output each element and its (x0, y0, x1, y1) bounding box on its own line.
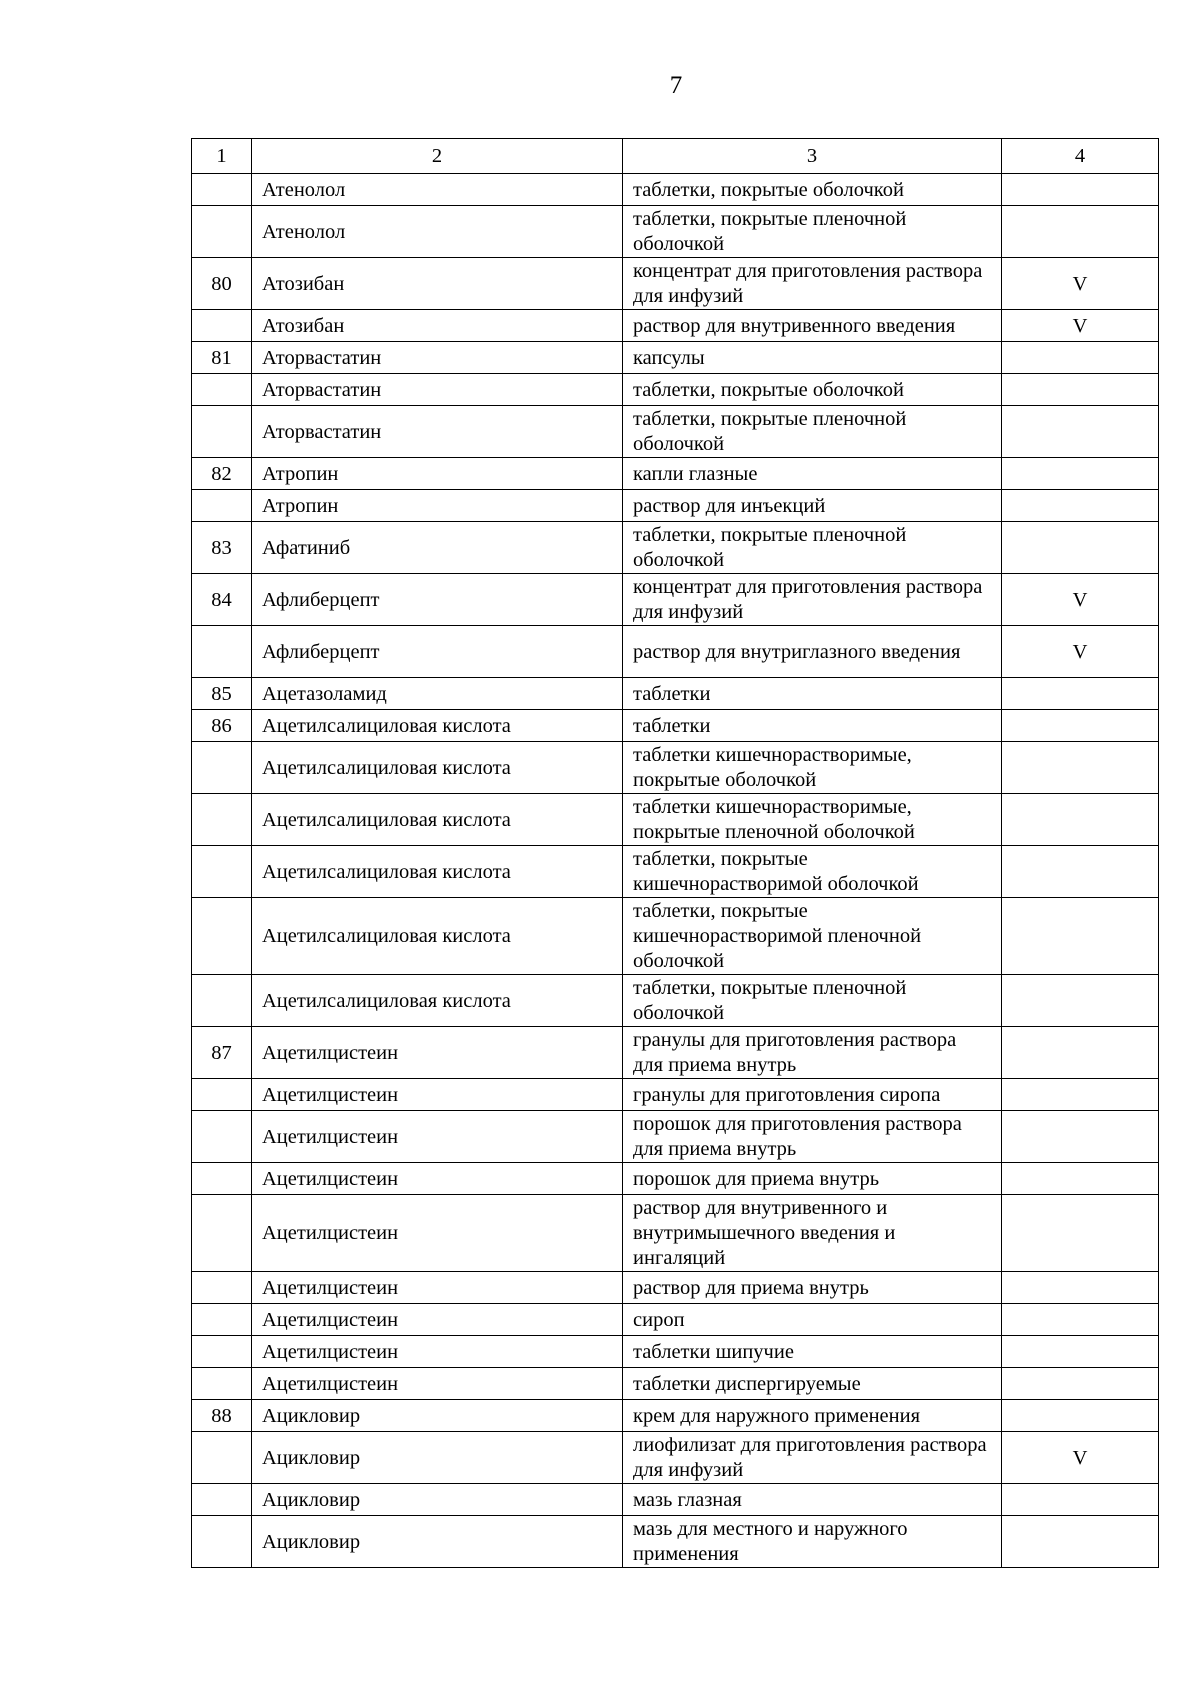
row-number (192, 1368, 252, 1400)
table-row (192, 626, 1159, 678)
drug-name: Атенолол (252, 206, 623, 258)
drug-name: Атозибан (252, 310, 623, 342)
dosage-form: гранулы для приготовления сиропа (623, 1079, 1002, 1111)
drug-name: Атропин (252, 490, 623, 522)
drug-name: Ацетилсалициловая кислота (252, 846, 623, 898)
drug-table (191, 138, 1159, 1568)
vital-mark (1002, 1368, 1159, 1400)
dosage-form: раствор для инъекций (623, 490, 1002, 522)
drug-name: Ацикловир (252, 1516, 623, 1568)
row-number (192, 1336, 252, 1368)
vital-mark: V (1002, 574, 1159, 626)
vital-mark (1002, 975, 1159, 1027)
dosage-form: капли глазные (623, 458, 1002, 490)
table-row (192, 742, 1159, 794)
dosage-form: таблетки кишечнорастворимые, покрытые пленочной оболочкой (623, 794, 1002, 846)
table-row (192, 1516, 1159, 1568)
vital-mark (1002, 846, 1159, 898)
table-row (192, 1195, 1159, 1272)
row-number (192, 310, 252, 342)
drug-name: Ацетилцистеин (252, 1111, 623, 1163)
table-row (192, 1368, 1159, 1400)
table-row (192, 1272, 1159, 1304)
vital-mark (1002, 1516, 1159, 1568)
table-row (192, 794, 1159, 846)
vital-mark: V (1002, 310, 1159, 342)
table-row (192, 1432, 1159, 1484)
dosage-form: таблетки (623, 678, 1002, 710)
table-row (192, 406, 1159, 458)
table-row (192, 490, 1159, 522)
dosage-form: концентрат для приготовления раствора для инфузий (623, 258, 1002, 310)
header-col-1: 1 (192, 139, 252, 174)
drug-name: Ацетилцистеин (252, 1336, 623, 1368)
dosage-form: раствор для приема внутрь (623, 1272, 1002, 1304)
dosage-form: таблетки, покрытые оболочкой (623, 374, 1002, 406)
dosage-form: лиофилизат для приготовления раствора для инфузий (623, 1432, 1002, 1484)
table-row (192, 174, 1159, 206)
dosage-form: таблетки, покрытые кишечнорастворимой пленочной оболочкой (623, 898, 1002, 975)
drug-name: Ацетилцистеин (252, 1368, 623, 1400)
table-row (192, 342, 1159, 374)
table-body (192, 174, 1159, 1568)
dosage-form: таблетки, покрытые пленочной оболочкой (623, 206, 1002, 258)
table-row (192, 1336, 1159, 1368)
vital-mark (1002, 374, 1159, 406)
vital-mark: V (1002, 258, 1159, 310)
vital-mark (1002, 898, 1159, 975)
table-row (192, 1111, 1159, 1163)
row-number (192, 374, 252, 406)
drug-name: Атропин (252, 458, 623, 490)
dosage-form: таблетки, покрытые пленочной оболочкой (623, 406, 1002, 458)
drug-name: Ацетилсалициловая кислота (252, 710, 623, 742)
vital-mark (1002, 742, 1159, 794)
dosage-form: крем для наружного применения (623, 1400, 1002, 1432)
drug-name: Ацетазоламид (252, 678, 623, 710)
vital-mark (1002, 1272, 1159, 1304)
dosage-form: таблетки шипучие (623, 1336, 1002, 1368)
row-number (192, 898, 252, 975)
dosage-form: порошок для приготовления раствора для приема внутрь (623, 1111, 1002, 1163)
row-number (192, 1432, 252, 1484)
row-number (192, 1195, 252, 1272)
row-number (192, 626, 252, 678)
table-header-row (192, 139, 1159, 174)
row-number (192, 846, 252, 898)
table-row (192, 975, 1159, 1027)
table-row (192, 1484, 1159, 1516)
drug-name: Ацетилсалициловая кислота (252, 898, 623, 975)
vital-mark (1002, 1400, 1159, 1432)
row-number (192, 1304, 252, 1336)
vital-mark (1002, 206, 1159, 258)
table-row (192, 458, 1159, 490)
vital-mark (1002, 1484, 1159, 1516)
vital-mark (1002, 406, 1159, 458)
table-row (192, 710, 1159, 742)
drug-name: Афатиниб (252, 522, 623, 574)
row-number (192, 1163, 252, 1195)
dosage-form: таблетки кишечнорастворимые, покрытые оболочкой (623, 742, 1002, 794)
header-col-2: 2 (252, 139, 623, 174)
vital-mark (1002, 1163, 1159, 1195)
row-number (192, 742, 252, 794)
drug-name: Ацетилцистеин (252, 1195, 623, 1272)
dosage-form: концентрат для приготовления раствора для инфузий (623, 574, 1002, 626)
table-row (192, 206, 1159, 258)
table-row (192, 898, 1159, 975)
dosage-form: капсулы (623, 342, 1002, 374)
drug-name: Аторвастатин (252, 374, 623, 406)
vital-mark (1002, 342, 1159, 374)
vital-mark (1002, 458, 1159, 490)
dosage-form: таблетки (623, 710, 1002, 742)
drug-name: Ацетилсалициловая кислота (252, 742, 623, 794)
row-number (192, 1272, 252, 1304)
drug-name: Ацетилсалициловая кислота (252, 794, 623, 846)
table-row (192, 522, 1159, 574)
vital-mark (1002, 1195, 1159, 1272)
drug-name: Аторвастатин (252, 406, 623, 458)
drug-name: Атенолол (252, 174, 623, 206)
drug-name: Ацикловир (252, 1400, 623, 1432)
table-row (192, 1400, 1159, 1432)
table-row (192, 310, 1159, 342)
row-number (192, 490, 252, 522)
vital-mark (1002, 794, 1159, 846)
vital-mark (1002, 1079, 1159, 1111)
dosage-form: таблетки, покрытые пленочной оболочкой (623, 975, 1002, 1027)
row-number: 84 (192, 574, 252, 626)
dosage-form: порошок для приема внутрь (623, 1163, 1002, 1195)
row-number: 87 (192, 1027, 252, 1079)
header-col-4: 4 (1002, 139, 1159, 174)
row-number (192, 406, 252, 458)
dosage-form: гранулы для приготовления раствора для приема внутрь (623, 1027, 1002, 1079)
dosage-form: мазь глазная (623, 1484, 1002, 1516)
header-col-3: 3 (623, 139, 1002, 174)
table-row (192, 1027, 1159, 1079)
table-row (192, 1163, 1159, 1195)
dosage-form: раствор для внутриглазного введения (623, 626, 1002, 678)
drug-name: Ацетилцистеин (252, 1027, 623, 1079)
drug-name: Ацетилцистеин (252, 1304, 623, 1336)
dosage-form: раствор для внутривенного введения (623, 310, 1002, 342)
vital-mark (1002, 1336, 1159, 1368)
vital-mark (1002, 1111, 1159, 1163)
row-number (192, 1111, 252, 1163)
row-number: 88 (192, 1400, 252, 1432)
row-number: 86 (192, 710, 252, 742)
vital-mark (1002, 678, 1159, 710)
drug-name: Ацетилцистеин (252, 1272, 623, 1304)
vital-mark (1002, 1027, 1159, 1079)
table-row (192, 678, 1159, 710)
page-number: 7 (669, 72, 683, 99)
dosage-form: таблетки диспергируемые (623, 1368, 1002, 1400)
row-number (192, 174, 252, 206)
row-number: 81 (192, 342, 252, 374)
drug-name: Ацетилцистеин (252, 1163, 623, 1195)
vital-mark (1002, 1304, 1159, 1336)
vital-mark: V (1002, 1432, 1159, 1484)
table-row (192, 1079, 1159, 1111)
row-number: 80 (192, 258, 252, 310)
vital-mark (1002, 522, 1159, 574)
vital-mark (1002, 710, 1159, 742)
drug-name: Ацикловир (252, 1432, 623, 1484)
row-number: 82 (192, 458, 252, 490)
row-number (192, 975, 252, 1027)
drug-name: Афлиберцепт (252, 574, 623, 626)
row-number: 85 (192, 678, 252, 710)
table-row (192, 258, 1159, 310)
dosage-form: сироп (623, 1304, 1002, 1336)
row-number: 83 (192, 522, 252, 574)
row-number (192, 1516, 252, 1568)
row-number (192, 1484, 252, 1516)
row-number (192, 206, 252, 258)
row-number (192, 794, 252, 846)
row-number (192, 1079, 252, 1111)
vital-mark (1002, 174, 1159, 206)
drug-name: Аторвастатин (252, 342, 623, 374)
drug-name: Атозибан (252, 258, 623, 310)
table-row (192, 1304, 1159, 1336)
dosage-form: таблетки, покрытые пленочной оболочкой (623, 522, 1002, 574)
dosage-form: таблетки, покрытые кишечнорастворимой оболочкой (623, 846, 1002, 898)
drug-name: Афлиберцепт (252, 626, 623, 678)
vital-mark: V (1002, 626, 1159, 678)
drug-name: Ацикловир (252, 1484, 623, 1516)
drug-name: Ацетилцистеин (252, 1079, 623, 1111)
dosage-form: мазь для местного и наружного применения (623, 1516, 1002, 1568)
table-row (192, 846, 1159, 898)
table-row (192, 374, 1159, 406)
drug-name: Ацетилсалициловая кислота (252, 975, 623, 1027)
dosage-form: таблетки, покрытые оболочкой (623, 174, 1002, 206)
table-row (192, 574, 1159, 626)
vital-mark (1002, 490, 1159, 522)
dosage-form: раствор для внутривенного и внутримышечного введения и ингаляций (623, 1195, 1002, 1272)
